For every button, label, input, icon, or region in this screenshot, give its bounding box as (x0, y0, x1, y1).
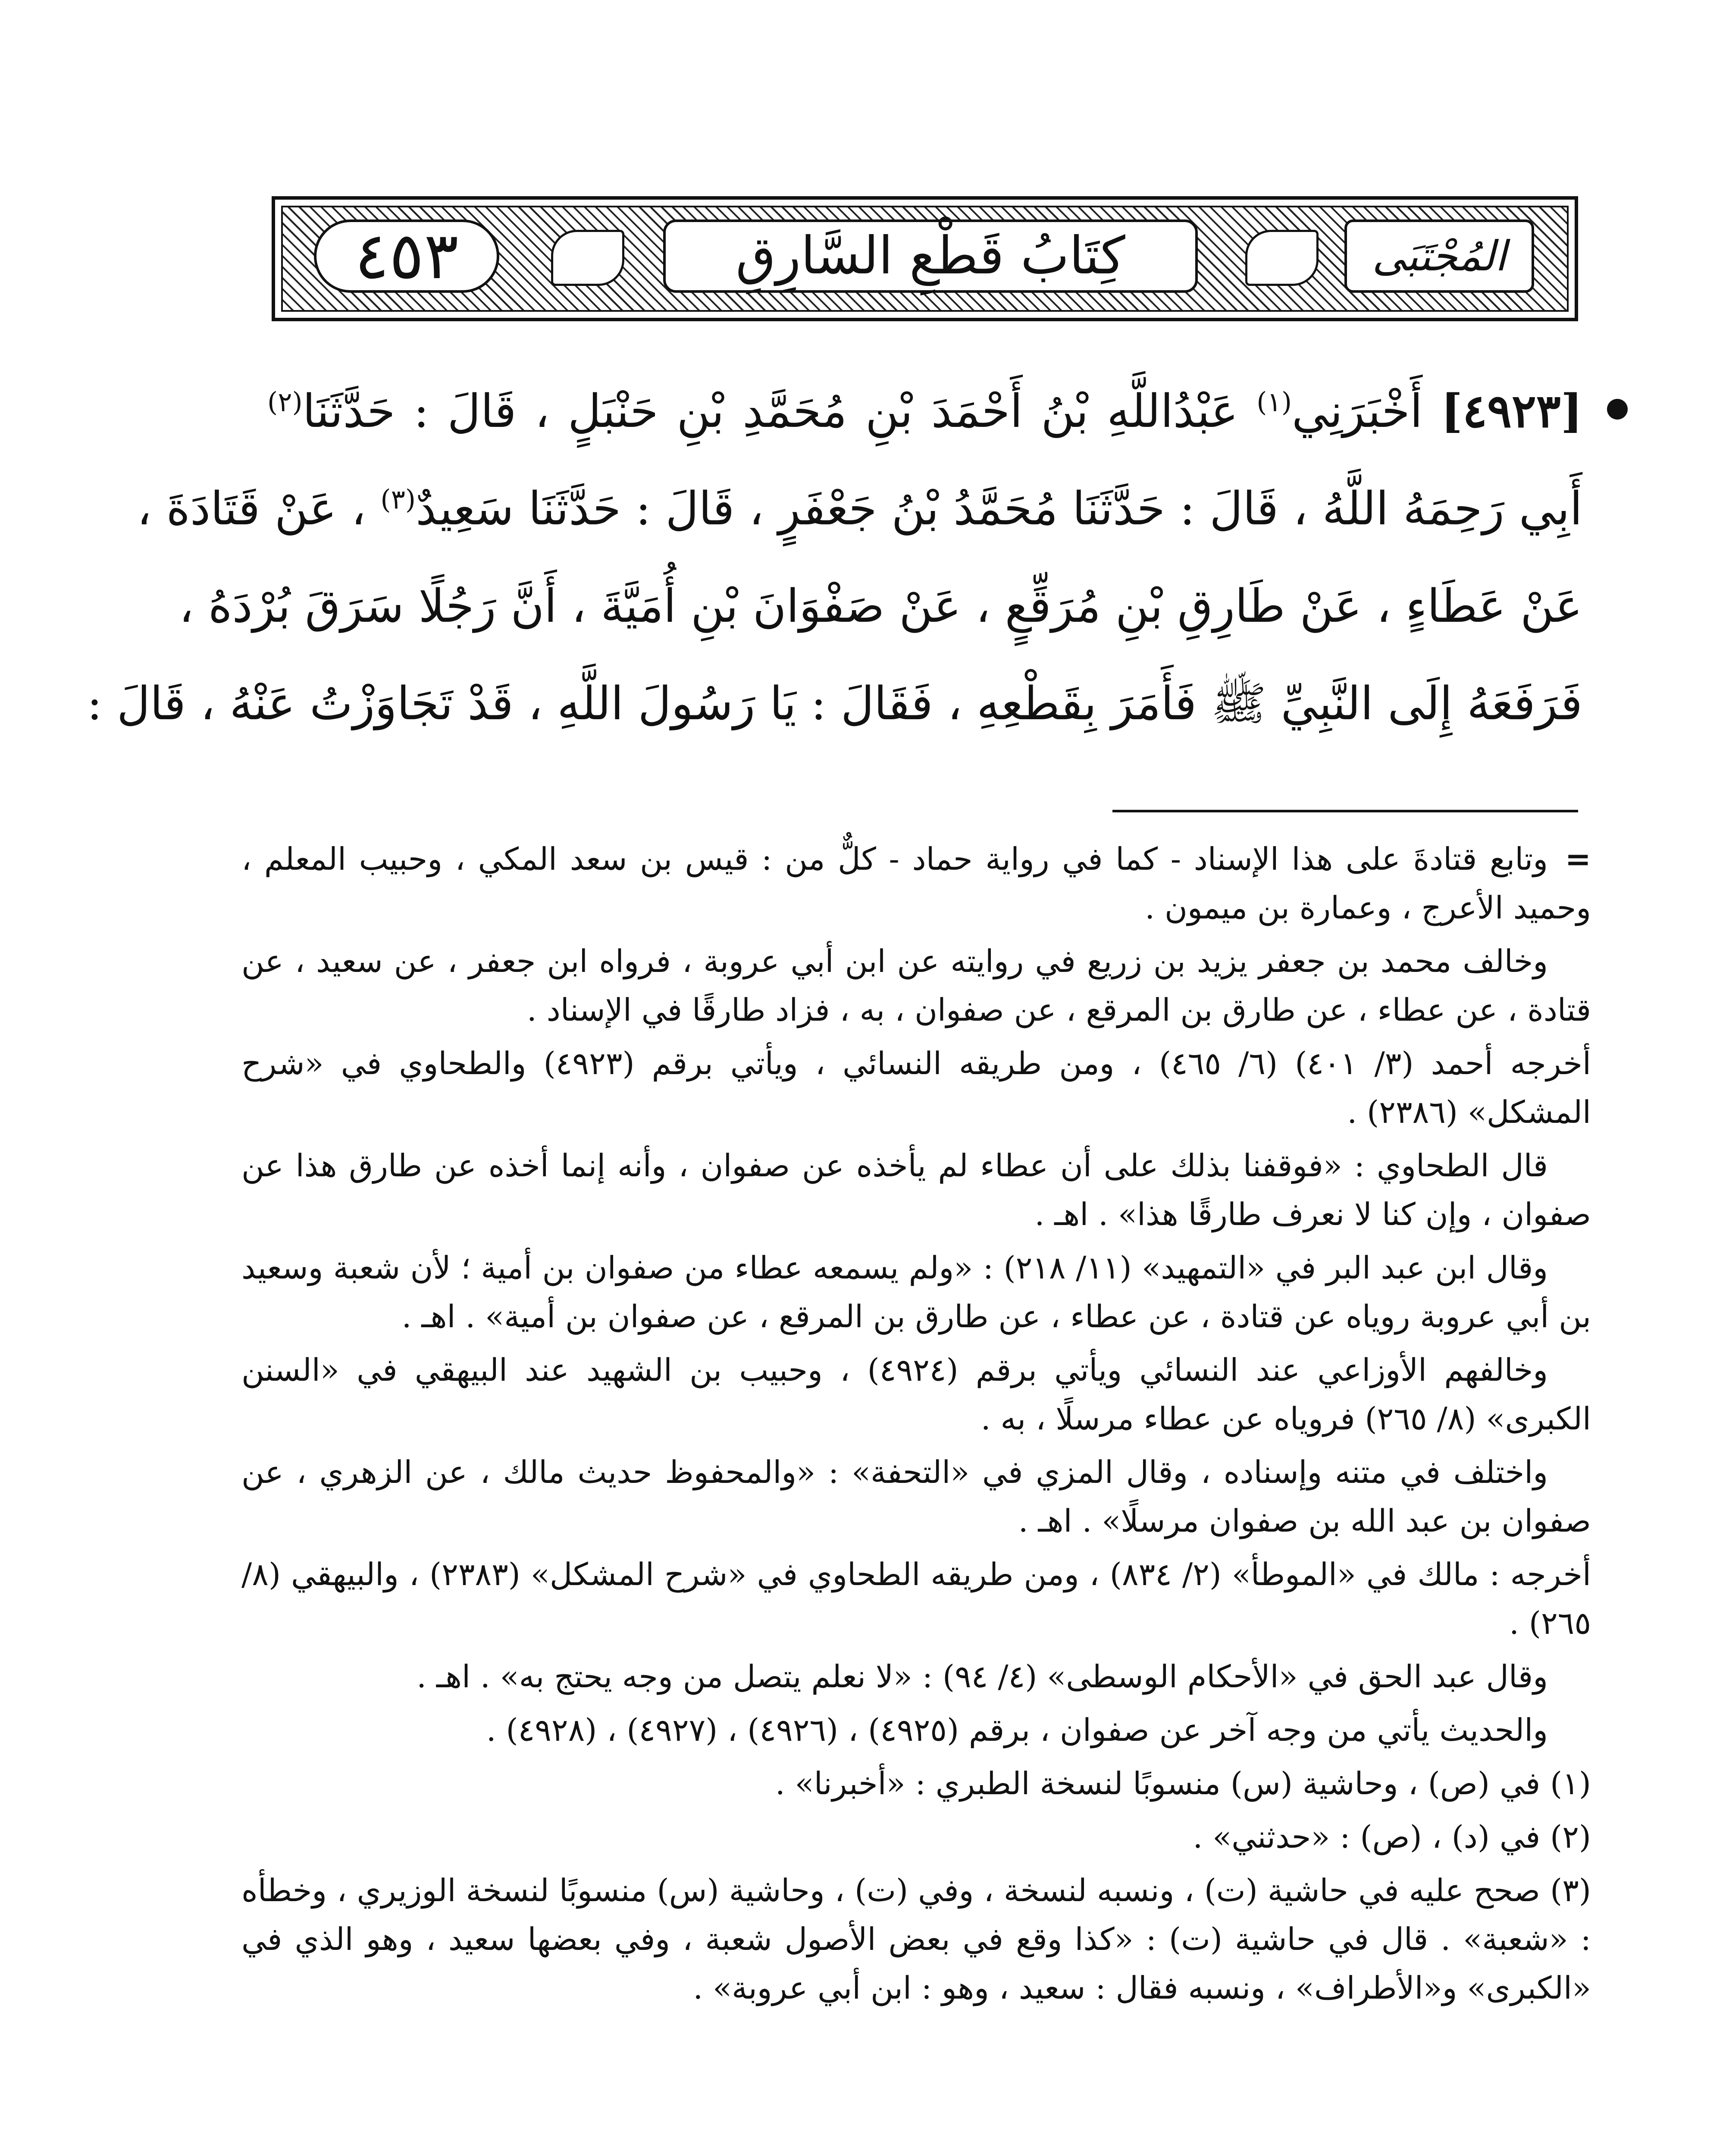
book-name: المُجْتَبَى (1372, 232, 1507, 280)
hadith-line-3 (179, 558, 1582, 655)
footnote-1: (١) في (ص) ، وحاشية (س) منسوبًا لنسخة الطبري : «أخبرنا» . (775, 1765, 1591, 1802)
continuation-mark: = (1565, 840, 1591, 877)
header-ornament-right (1245, 230, 1319, 286)
hadith-line-4 (87, 655, 1582, 752)
hadith-line-text: فَرَفَعَهُ إِلَى النَّبِيِّ ﷺ فَأَمَرَ بِقَطْعِهِ ، فَقَالَ : يَا رَسُولَ اللَّهِ ، قَدْ تَجَاوَزْتُ عَنْهُ ، قَالَ : (87, 677, 1582, 730)
hadith-number: [٤٩٢٣] (1441, 384, 1582, 438)
footnote-ref-1: (١) (1256, 386, 1292, 418)
bullet-icon (1607, 399, 1628, 420)
footnote-separator (1112, 810, 1578, 812)
footnote-paragraph: قال الطحاوي : «فوقفنا بذلك على أن عطاء لم يأخذه عن صفوان ، وأنه إنما أخذه عن طارق هذا عن صفوان ، وإن كنا لا نعرف طارقًا هذا» . اهـ . (241, 1147, 1591, 1232)
hadith-line-text: أَخْبَرَنِي (1292, 385, 1423, 438)
chapter-title-cartouche (663, 219, 1198, 293)
footnote-3: (٣) صحح عليه في حاشية (ت) ، ونسبه لنسخة ، وفي (ت) ، وحاشية (س) منسوبًا لنسخة الوزيري ، وخطأه : «شعبة» . قال في حاشية (ت) : «كذا وقع في بعض الأصول شعبة ، وفي بعضها سعيد ، وهو الذي في «الكبرى» و«الأطراف» ، ونسبه فقال : سعيد ، وهو : ابن أبي عروبة» . (241, 1872, 1591, 2006)
footnote-ref-3: (٣) (380, 483, 416, 515)
footnote-paragraph: =وتابع قتادةَ على هذا الإسناد - كما في رواية حماد - كلٌّ من : قيس بن سعد المكي ، وحبيب المعلم ، وحميد الأعرج ، وعمارة بن ميمون . (241, 834, 1591, 932)
footnote-2: (٢) في (د) ، (ص) : «حدثني» . (1193, 1819, 1591, 1855)
footnote-paragraph: وقال ابن عبد البر في «التمهيد» (١١/ ٢١٨) : «ولم يسمعه عطاء من صفوان بن أمية ؛ لأن شعبة وسعيد بن أبي عروبة روياه عن قتادة ، عن عطاء ، عن طارق بن المرقع ، عن صفوان بن أمية» . اهـ . (241, 1250, 1591, 1335)
footnote-ref-2: (٢) (267, 386, 303, 418)
hadith-line-text: ، عَنْ قَتَادَةَ ، (137, 482, 366, 535)
header-ornament-left (551, 230, 624, 286)
footnote-paragraph: واختلف في متنه وإسناده ، وقال المزي في «التحفة» : «والمحفوظ حديث مالك ، عن الزهري ، عن صفوان بن عبد الله بن صفوان مرسلًا» . اهـ . (241, 1454, 1591, 1539)
footnote-paragraph: وقال عبد الحق في «الأحكام الوسطى» (٤/ ٩٤) : «لا نعلم يتصل من وجه يحتج به» . اهـ . (417, 1658, 1548, 1695)
running-header (272, 196, 1578, 321)
hadith-line-2 (137, 460, 1582, 558)
page-number-cartouche (314, 219, 499, 293)
hadith-text (87, 362, 1582, 759)
footnote-paragraph: أخرجه : مالك في «الموطأ» (٢/ ٨٣٤) ، ومن طريقه الطحاوي في «شرح المشكل» (٢٣٨٣) ، والبيهقي (٨/ ٢٦٥) . (241, 1556, 1591, 1641)
footnotes (241, 834, 1591, 2156)
hadith-line-text: عَنْ عَطَاءٍ ، عَنْ طَارِقِ بْنِ مُرَقِّعٍ ، عَنْ صَفْوَانَ بْنِ أُمَيَّةَ ، أَنَّ رَجُلًا سَرَقَ بُرْدَهُ ، (179, 580, 1582, 633)
hadith-line-1 (267, 362, 1582, 460)
page-number: ٤٥٣ (354, 219, 459, 294)
book-name-cartouche (1344, 219, 1534, 293)
footnote-paragraph: والحديث يأتي من وجه آخر عن صفوان ، برقم (٤٩٢٥) ، (٤٩٢٦) ، (٤٩٢٧) ، (٤٩٢٨) . (486, 1712, 1548, 1748)
footnote-paragraph: وخالفهم الأوزاعي عند النسائي ويأتي برقم (٤٩٢٤) ، وحبيب بن الشهيد عند البيهقي في «السنن الكبرى» (٨/ ٢٦٥) فروياه عن عطاء مرسلًا ، به . (241, 1352, 1591, 1437)
footnote-paragraph: وخالف محمد بن جعفر يزيد بن زريع في روايته عن ابن أبي عروبة ، فرواه ابن جعفر ، عن سعيد ، عن قتادة ، عن عطاء ، عن طارق بن المرقع ، عن صفوان ، به ، فزاد طارقًا في الإسناد . (241, 943, 1591, 1028)
footnote-paragraph: أخرجه أحمد (٣/ ٤٠١) (٦/ ٤٦٥) ، ومن طريقه النسائي ، ويأتي برقم (٤٩٢٣) والطحاوي في «شرح المشكل» (٢٣٨٦) . (241, 1045, 1591, 1130)
hadith-line-text: عَبْدُاللَّهِ بْنُ أَحْمَدَ بْنِ مُحَمَّدِ بْنِ حَنْبَلٍ ، قَالَ : حَدَّثَنَا (302, 385, 1238, 438)
hadith-line-text: أَبِي رَحِمَهُ اللَّهُ ، قَالَ : حَدَّثَنَا مُحَمَّدُ بْنُ جَعْفَرٍ ، قَالَ : حَدَّثَنَا سَعِيدٌ (416, 482, 1582, 535)
chapter-title: كِتَابُ قَطْعِ السَّارِقِ (736, 226, 1125, 286)
